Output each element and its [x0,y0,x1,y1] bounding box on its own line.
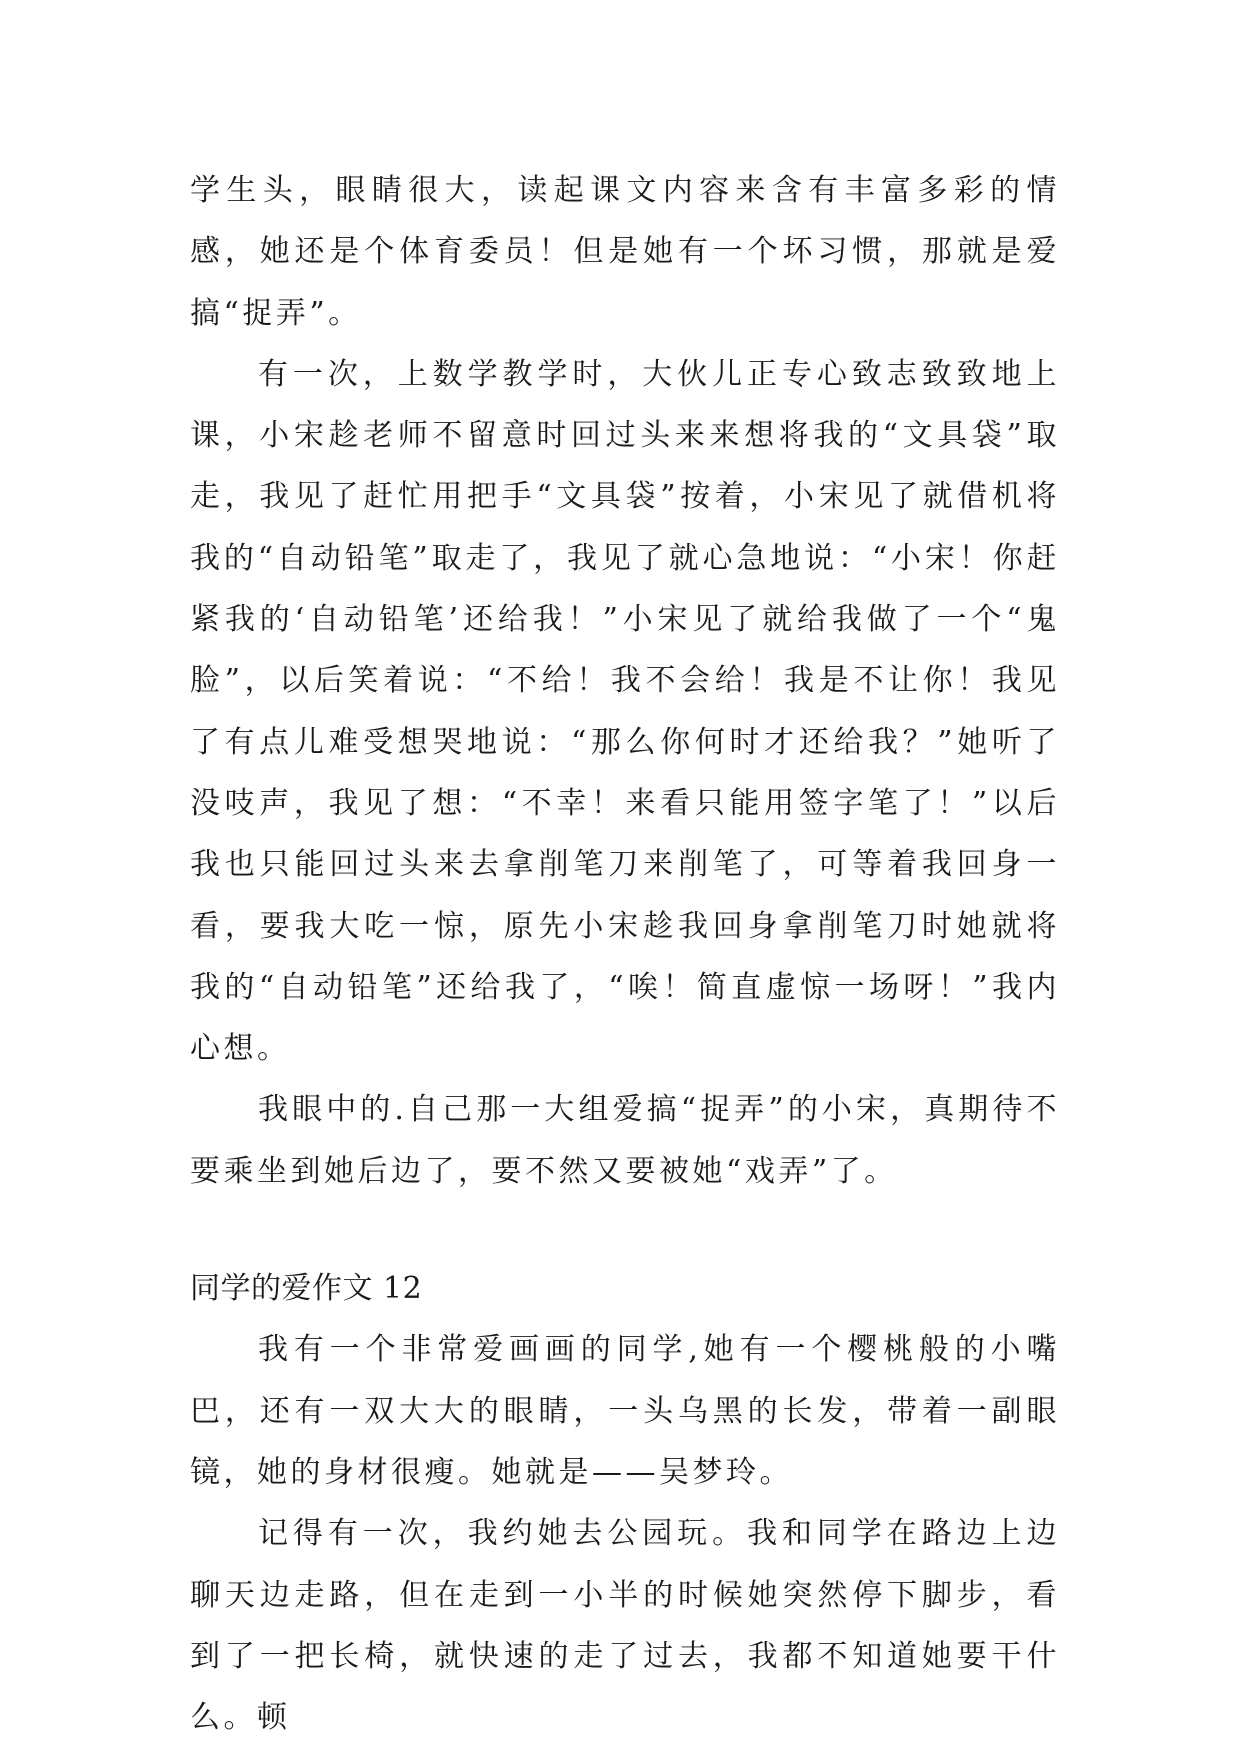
paragraph-closing: 我眼中的.自己那一大组爱搞“捉弄”的小宋，真期待不要乘坐到她后边了，要不然又要被她“戏弄”了。 [190,1092,1060,1189]
document-body [190,160,1060,1748]
paragraph-park-story: 记得有一次，我约她去公园玩。我和同学在路边上边聊天边走路，但在走到一小半的时候她突然停下脚步，看到了一把长椅，就快速的走了过去，我都不知道她要干什么。顿 [190,1516,1060,1736]
paragraph-continued: 学生头，眼睛很大，读起课文内容来含有丰富多彩的情感，她还是个体育委员！但是她有一个坏习惯，那就是爱搞“捉弄”。 [190,173,1060,331]
paragraph-story: 有一次，上数学教学时，大伙儿正专心致志致致地上课，小宋趁老师不留意时回过头来来想将我的“文具袋”取走，我见了赶忙用把手“文具袋”按着，小宋见了就借机将我的“自动铅笔”取走了，我见了就心急地说：“小宋！你赶紧我的‘自动铅笔’还给我！”小宋见了就给我做了一个“鬼脸”，以后笑着说：“不给！我不会给！我是不让你！我见了有点儿难受想哭地说：“那么你何时才还给我？”她听了没吱声，我见了想：“不幸！来看只能用签字笔了！”以后我也只能回过头来去拿削笔刀来削笔了，可等着我回身一看，要我大吃一惊，原先小宋趁我回身拿削笔刀时她就将我的“自动铅笔”还给我了，“唉！简直虚惊一场呀！”我内心想。 [190,356,1060,1067]
paragraph-intro: 我有一个非常爱画画的同学,她有一个樱桃般的小嘴巴，还有一双大大的眼睛，一头乌黑的长发，带着一副眼镜，她的身材很瘦。她就是——吴梦玲。 [190,1332,1060,1490]
section-title: 同学的爱作文 12 [190,1271,423,1307]
